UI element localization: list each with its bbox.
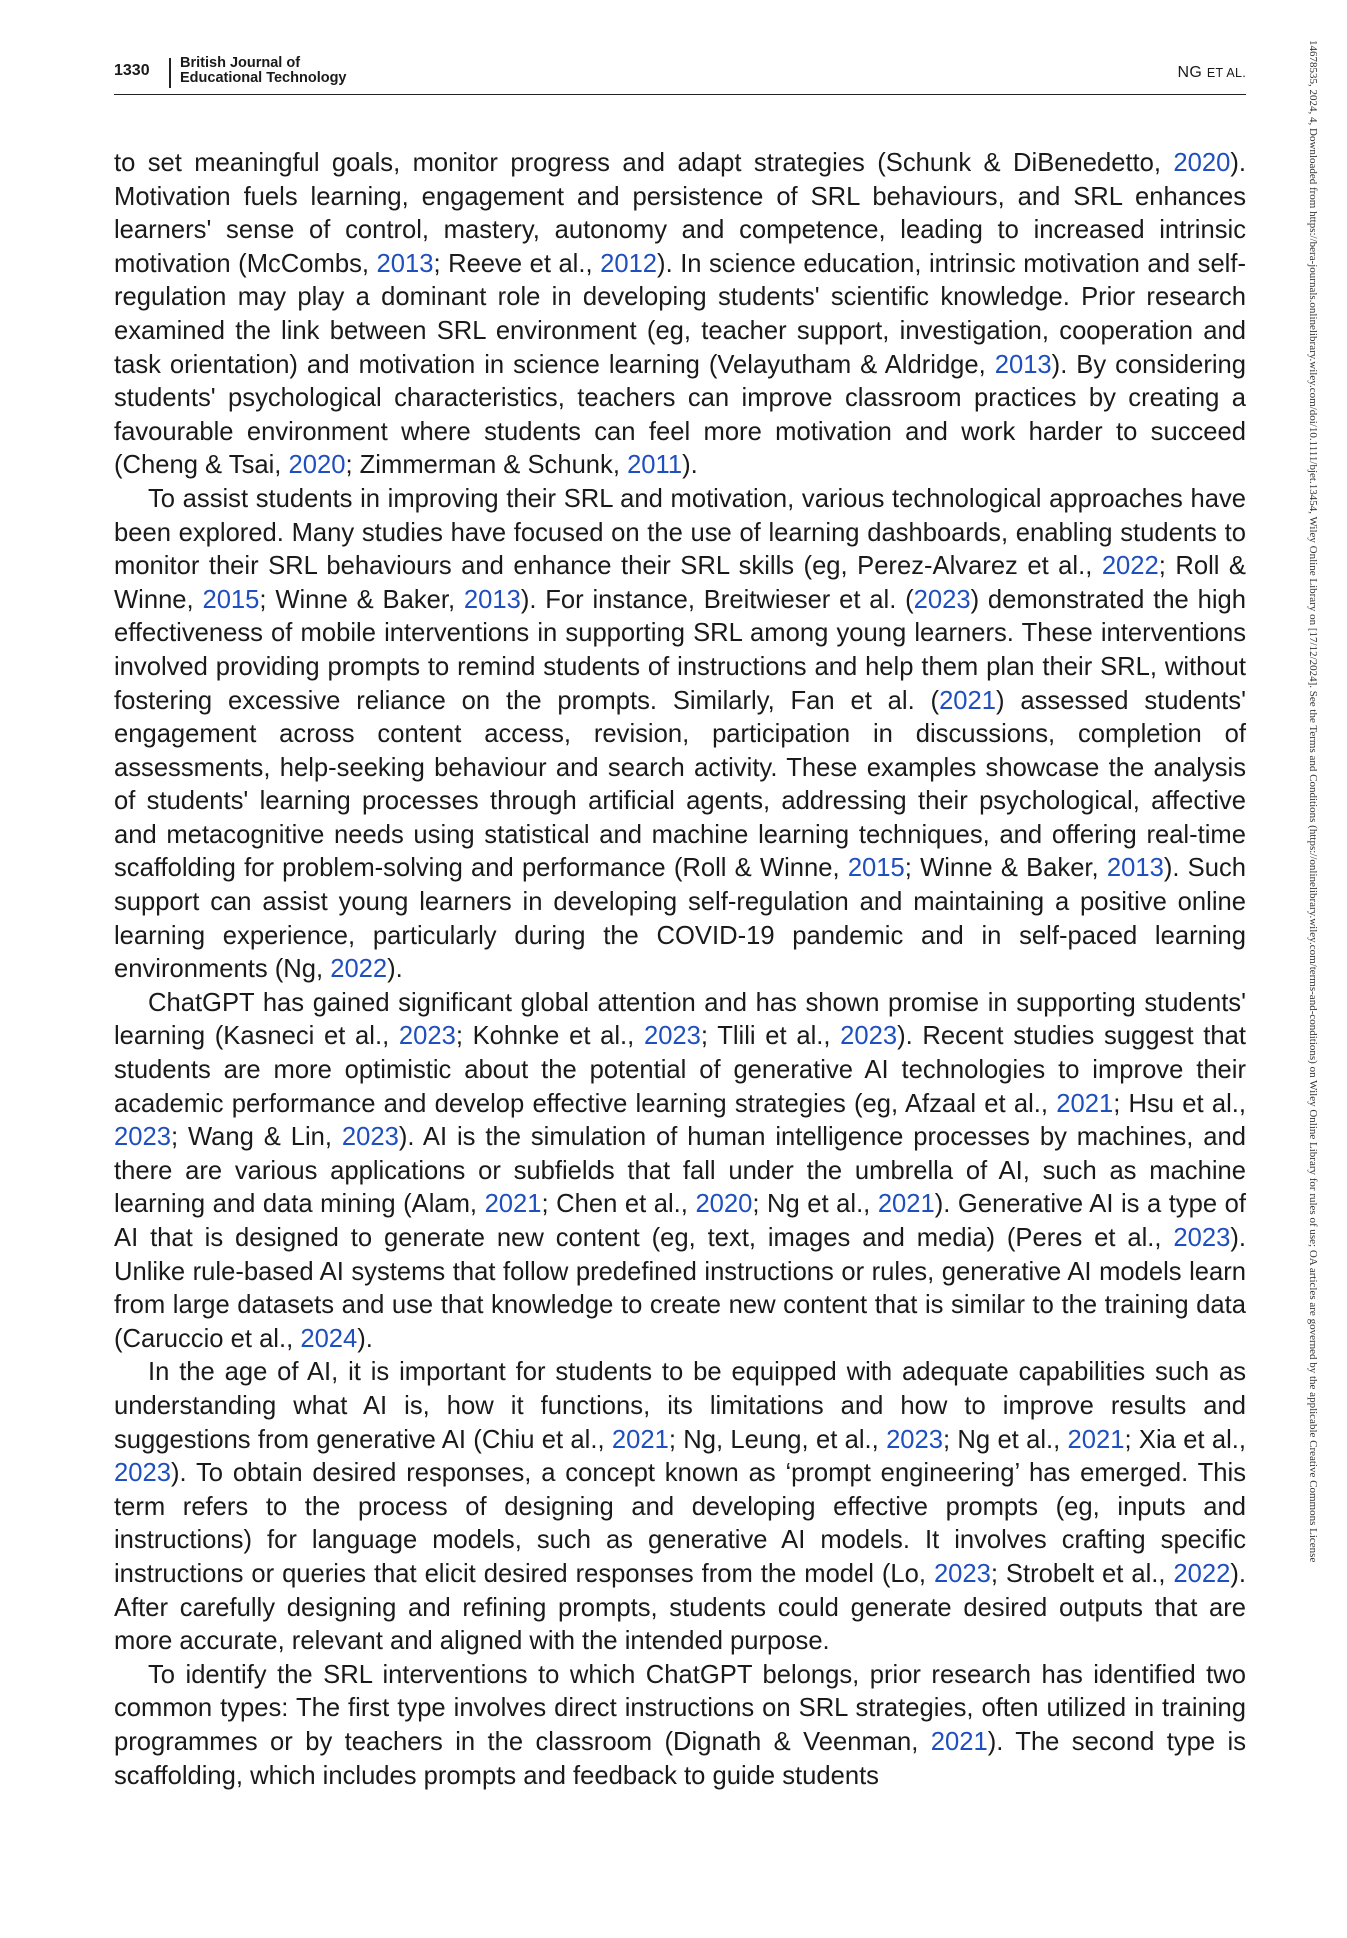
citation-link[interactable]: 2011 (627, 451, 683, 480)
paragraph-text: ) assessed students' engagement across content access, revision, participation in discussions, completion of assessments, help-seeking behaviour and search activity. These examples showcase the analysis of students' learning processes through artificial agents, addressing their psychological, affective and metacognitive needs using statistical and machine learning techniques, and offering real-time scaffolding for problem-solving and performance (Roll & Winne, (114, 686, 1246, 883)
paragraph-text: ; Winne & Baker, (904, 854, 1107, 883)
paragraph-text: ). By considering students' psychological characteristics, teachers can improve classroom practices by creating a favourable environment where students can feel more motivation and work harder to succeed (Cheng & Tsai, (114, 350, 1247, 480)
paragraph-text: ChatGPT has gained significant global attention and has shown promise in supporting students' learning (Kasneci et al., (114, 988, 1246, 1051)
citation-link[interactable]: 2021 (930, 1727, 988, 1756)
citation-link[interactable]: 2021 (939, 686, 997, 715)
citation-link[interactable]: 2023 (643, 1022, 701, 1051)
paragraph-text: ). Such support can assist young learners in developing self-regulation and maintaining a positive online learning experience, particularly during the COVID-19 pandemic and in self-paced learning environments (Ng, (114, 854, 1246, 984)
paragraph-text: ; Kohnke et al., (455, 1022, 644, 1051)
body-paragraph (114, 1659, 1246, 1793)
citation-link[interactable]: 2020 (288, 451, 346, 480)
citation-link[interactable]: 2023 (398, 1022, 456, 1051)
header-divider (169, 58, 171, 88)
article-body (114, 147, 1246, 1793)
citation-link[interactable]: 2013 (1106, 854, 1164, 883)
body-paragraph (114, 987, 1246, 1357)
citation-link[interactable]: 2022 (1101, 552, 1159, 581)
citation-link[interactable]: 2013 (463, 585, 521, 614)
paragraph-text: ; Ng et al., (943, 1425, 1068, 1454)
citation-link[interactable]: 2022 (1173, 1559, 1231, 1588)
paragraph-text: ). (682, 451, 698, 480)
citation-link[interactable]: 2023 (933, 1559, 991, 1588)
body-paragraph (114, 147, 1246, 483)
paragraph-text: ; Strobelt et al., (990, 1559, 1174, 1588)
paragraph-text: To identify the SRL interventions to which ChatGPT belongs, prior research has identified two common types: The first type involves direct instructions on SRL strategies, often utilized in training programmes or by teachers in the classroom (Dignath & Veenman, (114, 1660, 1246, 1756)
paragraph-text: ). After carefully designing and refining prompts, students could generate desired outputs that are more accurate, relevant and aligned with the intended purpose. (114, 1559, 1246, 1656)
authors-et-al: ET AL. (1206, 66, 1246, 80)
citation-link[interactable]: 2023 (341, 1123, 399, 1152)
citation-link[interactable]: 2015 (202, 585, 260, 614)
paragraph-text: ; Winne & Baker, (259, 585, 464, 614)
paragraph-text: ; Reeve et al., (433, 249, 601, 278)
citation-link[interactable]: 2021 (484, 1190, 542, 1219)
citation-link[interactable]: 2022 (330, 955, 388, 984)
citation-link[interactable]: 2020 (1173, 149, 1231, 177)
paragraph-text: ; Roll & Winne, (114, 552, 1246, 614)
paragraph-text: ). (387, 955, 403, 984)
paragraph-text: ; Ng, Leung, et al., (668, 1425, 887, 1454)
paragraph-text: ; Tlili et al., (700, 1022, 841, 1051)
body-paragraph (114, 1356, 1246, 1658)
citation-link[interactable]: 2023 (114, 1459, 171, 1488)
paragraph-text: ; Hsu et al., (1113, 1089, 1246, 1118)
citation-link[interactable]: 2015 (847, 854, 905, 883)
citation-link[interactable]: 2020 (695, 1190, 753, 1219)
paragraph-text: ). AI is the simulation of human intelligence processes by machines, and there are various applications or subfields that fall under the umbrella of AI, such as machine learning and data mining (Alam, (114, 1123, 1246, 1219)
paragraph-text: ; Wang & Lin, (170, 1123, 342, 1152)
download-notice-sidebar: 14678535, 2024, 4, Downloaded from https://bera-journals.onlinelibrary.wiley.com/doi/10.1111/bjet.13454, Wiley Online Library on [17/12/2024]. See the Terms and Conditions (https://onlinelibrary.wiley.com/terms-and-conditions) on Wiley Online Library for rules of use; OA articles are governed by the applicable Creative Commons License (1307, 40, 1319, 1563)
citation-link[interactable]: 2021 (611, 1425, 669, 1454)
citation-link[interactable]: 2021 (1067, 1425, 1125, 1454)
citation-link[interactable]: 2021 (1056, 1089, 1114, 1118)
citation-link[interactable]: 2023 (913, 585, 971, 614)
running-header (114, 56, 1246, 95)
citation-link[interactable]: 2012 (600, 249, 658, 278)
citation-link[interactable]: 2023 (114, 1123, 171, 1152)
citation-link[interactable]: 2023 (840, 1022, 898, 1051)
paragraph-text: ). Generative AI is a type of AI that is designed to generate new content (eg, text, images and media) (Peres et al., (114, 1190, 1246, 1252)
paragraph-text: ). In science education, intrinsic motivation and self-regulation may play a dominant role in developing students' scientific knowledge. Prior research examined the link between SRL environment (eg, teacher support, investigation, cooperation and task orientation) and motivation in science learning (Velayutham & Aldridge, (114, 249, 1246, 379)
citation-link[interactable]: 2023 (1173, 1224, 1231, 1252)
paragraph-text: ; Xia et al., (1124, 1425, 1246, 1454)
citation-link[interactable]: 2013 (994, 350, 1052, 379)
paragraph-text: ). Recent studies suggest that students are more optimistic about the potential of generative AI technologies to improve their academic performance and develop effective learning strategies (eg, Afzaal et al., (114, 1022, 1246, 1118)
journal-name-line2: Educational Technology (180, 70, 347, 86)
citation-link[interactable]: 2023 (886, 1425, 943, 1454)
journal-name-line1: British Journal of (180, 55, 301, 71)
paragraph-text: to set meaningful goals, monitor progress and adapt strategies (Schunk & DiBenedetto, (114, 149, 1174, 177)
paragraph-text: ). The second type is scaffolding, which includes prompts and feedback to guide students (114, 1727, 1246, 1790)
paragraph-text: ). For instance, Breitwieser et al. ( (520, 585, 914, 614)
paragraph-text: To assist students in improving their SRL and motivation, various technological approaches have been explored. Many studies have focused on the use of learning dashboards, enabling students to monitor their SRL behaviours and enhance their SRL skills (eg, Perez-Alvarez et al., (114, 484, 1246, 581)
paragraph-text: ). To obtain desired responses, a concept known as ‘prompt engineering’ has emerged. This term refers to the process of designing and developing effective prompts (eg, inputs and instructions) for language models, such as generative AI models. It involves crafting specific instructions or queries that elicit desired responses from the model (Lo, (114, 1459, 1246, 1588)
citation-link[interactable]: 2024 (300, 1324, 358, 1353)
page-number: 1330 (114, 62, 150, 79)
authors-main: NG (1177, 64, 1203, 81)
paragraph-text: ) demonstrated the high effectiveness of mobile interventions in supporting SRL among young learners. These interventions involved providing prompts to remind students of instructions and help them plan their SRL, without fostering excessive reliance on the prompts. Similarly, Fan et al. ( (114, 585, 1246, 715)
citation-link[interactable]: 2013 (376, 249, 434, 278)
paragraph-text: ; Ng et al., (752, 1190, 878, 1219)
citation-link[interactable]: 2021 (877, 1190, 935, 1219)
journal-name (180, 56, 347, 86)
running-authors (1178, 64, 1246, 82)
paragraph-text: ). Unlike rule-based AI systems that follow predefined instructions or rules, generative AI models learn from large datasets and use that knowledge to create new content that is similar to the training data (Caruccio et al., (114, 1224, 1246, 1353)
paragraph-text: ). (357, 1324, 373, 1353)
paragraph-text: ). Motivation fuels learning, engagement and persistence of SRL behaviours, and SRL enhances learners' sense of control, mastery, autonomy and competence, leading to increased intrinsic motivation (McCombs, (114, 149, 1246, 278)
body-paragraph (114, 483, 1246, 987)
paragraph-text: ; Zimmerman & Schunk, (345, 451, 628, 480)
paragraph-text: In the age of AI, it is important for students to be equipped with adequate capabilities such as understanding what AI is, how it functions, its limitations and how to improve results and suggestions from generative AI (Chiu et al., (114, 1358, 1246, 1454)
paragraph-text: ; Chen et al., (541, 1190, 696, 1219)
